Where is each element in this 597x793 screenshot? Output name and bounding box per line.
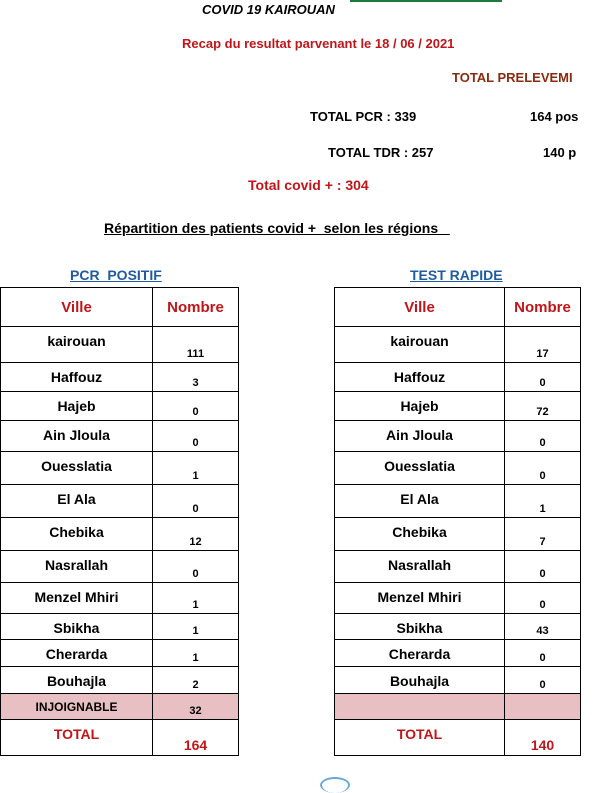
count-cell: 0 <box>153 485 239 518</box>
top-green-bar <box>350 0 502 2</box>
column-header-count: Nombre <box>153 288 239 327</box>
city-cell: El Ala <box>335 485 505 518</box>
city-cell: kairouan <box>335 327 505 363</box>
table-row <box>1 518 239 551</box>
count-cell: 0 <box>505 551 581 583</box>
city-cell: Bouhajla <box>335 667 505 694</box>
count-cell: 1 <box>153 583 239 614</box>
city-cell: Chebika <box>335 518 505 551</box>
total-label: TOTAL <box>335 720 505 756</box>
count-cell: 43 <box>505 614 581 640</box>
table-row <box>1 421 239 452</box>
city-cell: Haffouz <box>1 363 153 392</box>
total-covid-positive: Total covid + : 304 <box>248 177 369 193</box>
city-cell: Haffouz <box>335 363 505 392</box>
city-cell: Menzel Mhiri <box>1 583 153 614</box>
column-header-city: Ville <box>1 288 153 327</box>
city-cell: Menzel Mhiri <box>335 583 505 614</box>
city-cell: El Ala <box>1 485 153 518</box>
count-cell: 1 <box>153 640 239 667</box>
table-row <box>335 640 581 667</box>
count-cell: 0 <box>505 640 581 667</box>
table-row <box>1 327 239 363</box>
total-value: 164 <box>153 720 239 756</box>
total-tdr: TOTAL TDR : 257 <box>328 145 434 160</box>
count-cell: 0 <box>505 667 581 694</box>
table-header-row <box>1 288 239 327</box>
city-cell: Nasrallah <box>1 551 153 583</box>
count-cell: 0 <box>505 363 581 392</box>
pcr-section-title: PCR POSITIF <box>70 267 162 283</box>
city-cell: Sbikha <box>335 614 505 640</box>
city-cell: Ain Jloula <box>1 421 153 452</box>
count-cell: 72 <box>505 392 581 421</box>
total-pcr: TOTAL PCR : 339 <box>310 109 417 124</box>
total-row <box>1 720 239 756</box>
table-row <box>335 327 581 363</box>
table-row <box>335 485 581 518</box>
table-row <box>335 392 581 421</box>
city-cell: Ouesslatia <box>335 452 505 485</box>
table-row <box>1 485 239 518</box>
rapid-test-table <box>334 287 581 756</box>
empty-highlight-row <box>335 694 581 720</box>
empty-cell <box>505 694 581 720</box>
tdr-positive-count: 140 p <box>543 145 577 160</box>
table-row <box>335 518 581 551</box>
city-cell: Ouesslatia <box>1 452 153 485</box>
table-row <box>1 583 239 614</box>
city-cell: Sbikha <box>1 614 153 640</box>
empty-cell <box>335 694 505 720</box>
count-cell: 17 <box>505 327 581 363</box>
table-row <box>1 551 239 583</box>
total-label: TOTAL <box>1 720 153 756</box>
rapid-section-title: TEST RAPIDE <box>410 267 503 283</box>
table-row <box>335 452 581 485</box>
total-prelevement-heading: TOTAL PRELEVEMI <box>452 70 573 85</box>
table-row <box>1 640 239 667</box>
city-cell: Hajeb <box>335 392 505 421</box>
count-cell: 0 <box>505 421 581 452</box>
unreachable-count: 32 <box>153 694 239 720</box>
repartition-heading: Répartition des patients covid + selon les régions <box>104 220 450 236</box>
document-title: COVID 19 KAIROUAN <box>202 2 335 17</box>
count-cell: 1 <box>505 485 581 518</box>
total-value: 140 <box>505 720 581 756</box>
city-cell: kairouan <box>1 327 153 363</box>
pcr-positive-count: 164 pos <box>530 109 579 124</box>
count-cell: 1 <box>153 614 239 640</box>
unreachable-label: INJOIGNABLE <box>1 694 153 720</box>
city-cell: Chebika <box>1 518 153 551</box>
table-row <box>1 363 239 392</box>
count-cell: 12 <box>153 518 239 551</box>
table-row <box>335 551 581 583</box>
page-edge-logo-icon <box>320 777 350 793</box>
column-header-city: Ville <box>335 288 505 327</box>
count-cell: 0 <box>505 452 581 485</box>
pcr-positive-table <box>0 287 239 756</box>
column-header-count: Nombre <box>505 288 581 327</box>
table-row <box>335 363 581 392</box>
unreachable-row <box>1 694 239 720</box>
city-cell: Bouhajla <box>1 667 153 694</box>
city-cell: Nasrallah <box>335 551 505 583</box>
city-cell: Cherarda <box>335 640 505 667</box>
total-row <box>335 720 581 756</box>
count-cell: 2 <box>153 667 239 694</box>
table-row <box>335 583 581 614</box>
table-row <box>335 421 581 452</box>
count-cell: 0 <box>153 421 239 452</box>
count-cell: 111 <box>153 327 239 363</box>
count-cell: 1 <box>153 452 239 485</box>
count-cell: 3 <box>153 363 239 392</box>
table-row <box>1 614 239 640</box>
table-row <box>1 667 239 694</box>
count-cell: 0 <box>153 392 239 421</box>
count-cell: 0 <box>153 551 239 583</box>
city-cell: Hajeb <box>1 392 153 421</box>
table-row <box>335 614 581 640</box>
city-cell: Cherarda <box>1 640 153 667</box>
city-cell: Ain Jloula <box>335 421 505 452</box>
count-cell: 7 <box>505 518 581 551</box>
recap-date-line: Recap du resultat parvenant le 18 / 06 / 2021 <box>182 36 455 51</box>
table-row <box>1 392 239 421</box>
count-cell: 0 <box>505 583 581 614</box>
table-row <box>335 667 581 694</box>
table-row <box>1 452 239 485</box>
table-header-row <box>335 288 581 327</box>
